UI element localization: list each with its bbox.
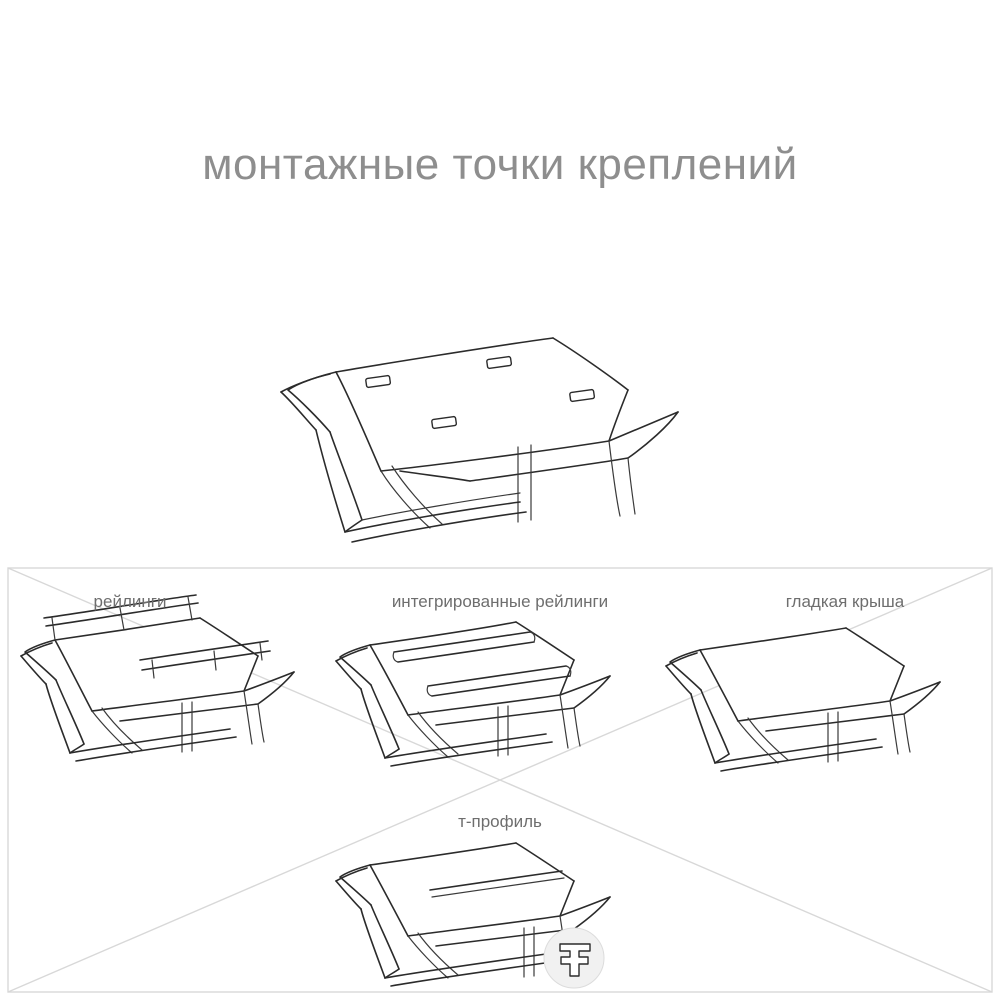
variant-label-rails: рейлинги [93,592,167,611]
variant-label-t-profile: т-профиль [458,812,542,831]
page-title: монтажные точки креплений [202,140,798,189]
mount-point-tab [366,375,391,387]
mount-point-tab [570,389,595,401]
mount-point-tab [487,356,512,368]
variant-label-smooth-roof: гладкая крыша [785,592,905,611]
variant-label-integrated-rails: интегрированные рейлинги [391,592,609,611]
mount-point-tab [432,416,457,428]
car-roof-main-drawing [281,338,678,542]
